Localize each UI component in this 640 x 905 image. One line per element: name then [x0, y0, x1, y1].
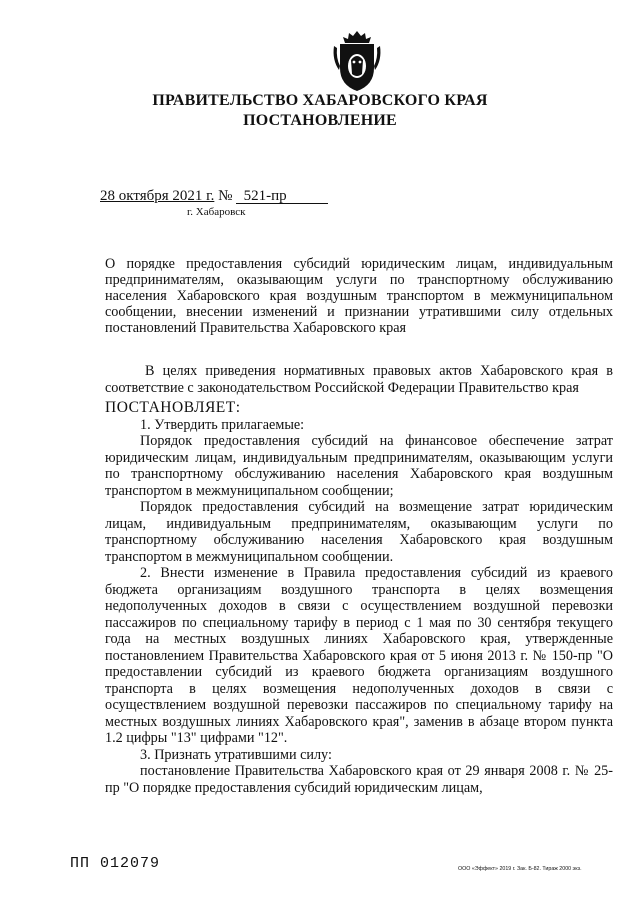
- item-3-paragraph-a: постановление Правительства Хабаровского края от 29 января 2008 г. № 25-пр "О порядке предоставления субсидий юридическим лицам,: [105, 763, 613, 796]
- coat-of-arms-icon: [331, 30, 383, 92]
- item-1: 1. Утвердить прилагаемые:: [140, 416, 305, 433]
- document-kind: ПОСТАНОВЛЕНИЕ: [243, 112, 397, 129]
- document-number: [236, 189, 328, 204]
- document-number-value: 521-пр: [243, 188, 287, 204]
- document-date: 28 октября 2021 г.: [100, 188, 215, 204]
- document-city: г. Хабаровск: [187, 206, 246, 218]
- document-title: О порядке предоставления субсидий юридическим лицам, индивидуальным предпринимателям, оказывающим услуги по транспортному обслуживанию населения Хабаровского края воздушным транспортом в межмуниципальном сообщении, внесении изменений и признании утратившими силу отдельных постановлений Правительства Хабаровского края: [105, 256, 613, 336]
- document-requisites: [100, 188, 328, 205]
- item-1-paragraph-a: Порядок предоставления субсидий на финансовое обеспечение затрат юридическим лицам, индивидуальным предпринимателям, оказывающим услуги по транспортному обслуживанию населения Хабаровского края воздушным транспортом в межмуниципальном сообщении;: [105, 433, 613, 499]
- serial-number: ПП 012079: [70, 855, 161, 872]
- document-body: [105, 363, 613, 796]
- print-info: ООО «Эффект» 2019 г. Зак. Б-82. Тираж 2000 экз.: [458, 866, 582, 872]
- resolves-heading: ПОСТАНОВЛЯЕТ:: [105, 399, 241, 416]
- number-sign: №: [218, 188, 233, 204]
- item-2: 2. Внести изменение в Правила предоставления субсидий из краевого бюджета организациям воздушного транспорта в целях возмещения недополученных доходов в связи с осуществлением воздушной перевозки пассажиров по специальному тарифу в период с 1 мая по 30 сентября текущего года на местных воздушных линиях Хабаровского края, утвержденные постановлением Правительства Хабаровского края от 5 июня 2013 г. № 150-пр "О предоставлении субсидий из краевого бюджета организациям воздушного транспорта в целях возмещения недополученных доходов в связи с осуществлением воздушной перевозки пассажиров по специальному тарифу на местных воздушных линиях Хабаровского края", заменив в абзаце втором пункта 1.2 цифры "13" цифрами "12".: [105, 565, 613, 746]
- organization-name: ПРАВИТЕЛЬСТВО ХАБАРОВСКОГО КРАЯ: [152, 92, 488, 109]
- preamble-paragraph: В целях приведения нормативных правовых актов Хабаровского края в соответствие с законодательством Российской Федерации Правительство края: [105, 363, 613, 396]
- item-3: 3. Признать утратившими силу:: [140, 746, 332, 763]
- item-1-paragraph-b: Порядок предоставления субсидий на возмещение затрат юридическим лицам, индивидуальным предпринимателям, оказывающим услуги по транспортному обслуживанию населения Хабаровского края воздушным транспортом в межмуниципальном сообщении.: [105, 499, 613, 565]
